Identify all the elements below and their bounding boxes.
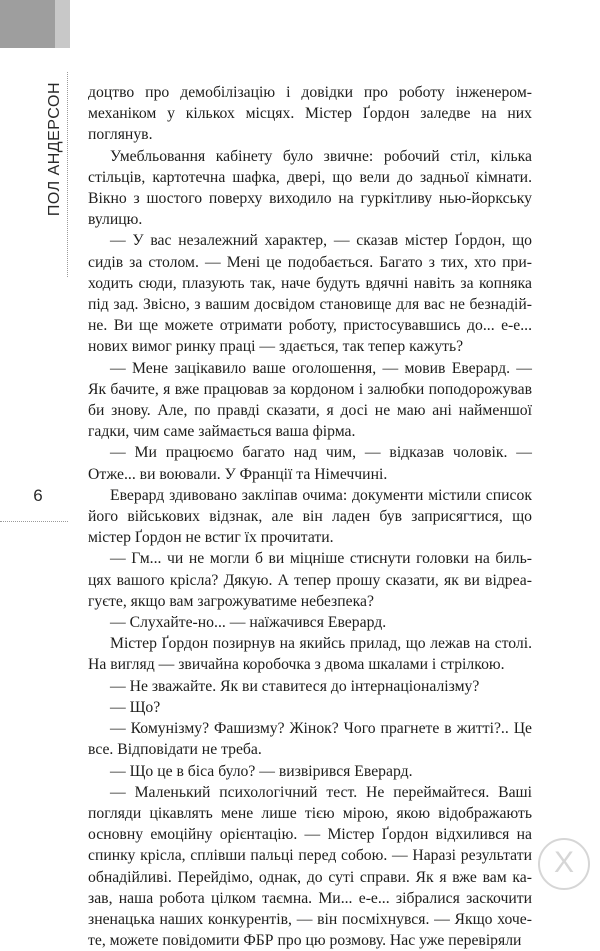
page-number: 6: [33, 486, 43, 505]
dotted-divider-vertical: [67, 72, 68, 277]
paragraph: доцтво про демобілізацію і довідки про роботу інженером-механіком у кількох місцях. Містер Ґордон заледве на них поглянув.: [88, 84, 532, 144]
paragraph: — У вас незалежний характер, — сказав містер Ґордон, що сидів за столом. — Мені це подобається. Багато з тих, хто приходить сюди, плазують так, наче будуть вдячні навіть за копняка під зад. Звісно, з вашим досвідом становище для вас не безнадійне. Ви ще можете отримати роботу, пристосувавшись до... е-е... нових вимог ринку праці — здається, так тепер кажуть?: [88, 232, 532, 356]
running-head-container: [40, 82, 70, 272]
paragraph: — Ми працюємо багато над чим, — відказав чоловік. — Отже... ви воювали. У Франції та Німеччині.: [88, 444, 532, 483]
paragraph: — Мене зацікавило ваше оголошення, — мовив Еверард. — Як бачите, я вже працював за кордоном і залюбки пoподорожував би знову. Але, по правді сказати, я досі не маю ані найменшої гадки, чим саме займається ваша фірма.: [88, 359, 532, 441]
paragraph: — Гм... чи не могли б ви міцніше стиснути головки на бильцях вашого крісла? Дякую. А тепер прошу сказати, як ви відреагуєте, якщо вам загрожуватиме небезпека?: [88, 550, 532, 610]
corner-stripe: [55, 0, 70, 48]
publisher-watermark-icon: [538, 838, 590, 890]
paragraph: — Не зважайте. Як ви ставитеся до інтернаціоналізму?: [110, 677, 480, 695]
paragraph: — Що це в біса було? — визвірився Еверард.: [110, 762, 413, 780]
dotted-divider-horizontal: [0, 521, 68, 522]
running-head: ПОЛ АНДЕРСОН: [46, 82, 63, 217]
watermark-glyph: X: [553, 846, 574, 879]
paragraph: — Комунізму? Фашизму? Жінок? Чого прагнете в житті?.. Це все. Відповідати не треба.: [88, 720, 532, 759]
paragraph: Містер Ґордон позирнув на якийсь прилад, що лежав на столі. На вигляд — звичайна коробочка з двома шкалами і стрілкою.: [88, 635, 532, 674]
paragraph: Умебльовання кабінету було звичне: робочий стіл, кілька стільців, картотечна шафка, двері, що вели до задньої кімнати. Вікно з шостого поверху виходило на гуркітливу нью-йоркську вулицю.: [88, 147, 532, 229]
paragraph: — Слухайте-но... — наїжачився Еверард.: [110, 614, 387, 632]
paragraph: — Маленький психологічний тест. Не переймайтеся. Ваші погляди цікавлять мене лише тією мірою, якою відображають основну емоційну орієнтацію. — Містер Ґордон відхилився на спинку крісла, сплівши пальці перед собою. — Наразі результати обнадійливі. Перейдімо, однак, до суті справи. Як я вже вам казав, наша робота цілком таємна. Ми... е-е... зібралися заскочити зненацька наших конкурентів, — він посміхнувся. — Якщо хочете, можете повідомити ФБР про цю розмову. Нас уже перевіряли: [88, 783, 532, 950]
paragraph: — Що?: [110, 698, 161, 716]
body-text: [88, 82, 532, 951]
paragraph: Еверард здивовано заклiпав очима: документи містили список його військових відзнак, але він ладен був заприсягтися, що містер Ґордон не встиг їх прочитати.: [88, 486, 532, 547]
